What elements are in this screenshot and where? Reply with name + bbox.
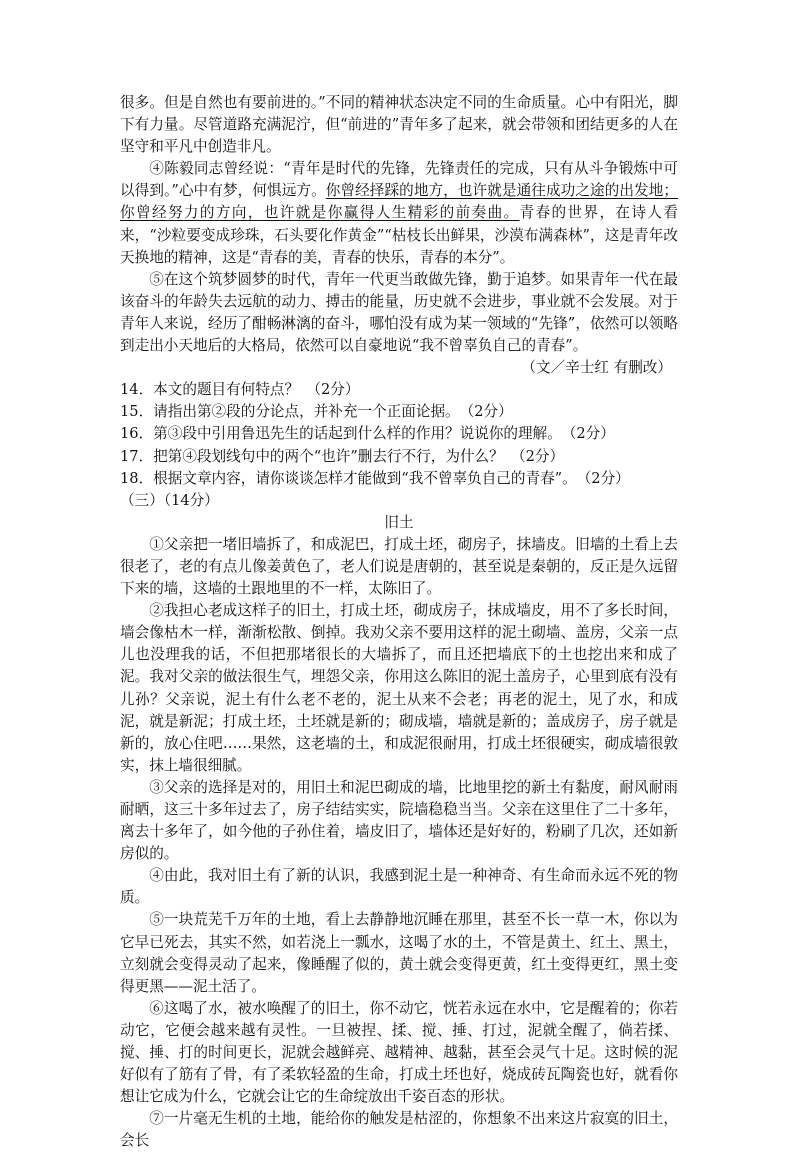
paragraph-7: ⑦一片毫无生机的土地，能给你的触发是枯涩的，你想象不出来这片寂寞的旧土，会长 <box>120 1110 678 1150</box>
question-15: 15．请指出第②段的分论点，并补充一个正面论据。 （2分） <box>120 403 513 421</box>
paragraph-4-text: ④陈毅同志曾经说：“青年是时代的先锋，先锋责任的完成，只有从斗争锻炼中可以得到。”心中有梦，何惧远方。 <box>120 160 678 200</box>
paragraph-4 <box>120 158 678 268</box>
paragraph-4-rest: 青春的世界，在诗人看来，“沙粒要变成珍珠，石头要化作黄金”“枯枝长出鲜果，沙漠布满森林”，这是青年改天换地的精神，这是“青春的美，青春的快乐，青春的本分”。 <box>120 204 678 266</box>
paragraph-2: ②我担心老成这样子的旧土，打成土坯，砌成房子，抹成墙皮，用不了多长时间，墙会像枯木一样，渐渐松散、倒掉。我劝父亲不要用这样的泥土砌墙、盖房，父亲一点儿也没理我的话，不但把那堵很长的大墙拆了，而且还把墙底下的土也挖出来和成了泥。我对父亲的做法很生气，埋怨父亲，你用这么陈旧的泥土盖房子，心里到底有没有儿孙？父亲说，泥土有什么老不老的，泥土从来不会老；再老的泥土，见了水，和成泥，就是新泥；打成土坯，土坯就是新的；砌成墙，墙就是新的；盖成房子，房子就是新的，放心住吧……果然，这老墙的土，和成泥很耐用，打成土坯很硬实，砌成墙很敦实，抹上墙很细腻。 <box>120 602 678 774</box>
question-17: 17．把第④段划线句中的两个“也许”删去行不行，为什么？ （2分） <box>120 447 565 465</box>
paragraph-continued: 很多。但是自然也有要前进的。”不同的精神状态决定不同的生命质量。心中有阳光，脚下有力量。尽管道路充满泥泞，但“前进的”青年多了起来，就会带领和团结更多的人在坚守和平凡中创造非凡。 <box>120 94 678 156</box>
passage-title: 旧土 <box>384 513 414 531</box>
paragraph-4b: ④由此，我对旧土有了新的认识，我感到泥土是一种神奇、有生命而永远不死的物质。 <box>120 867 678 907</box>
paragraph-6: ⑥这喝了水，被水唤醒了的旧土，你不动它，恍若永远在水中，它是醒着的；你若动它，它便会越来越有灵性。一旦被捏、揉、搅、捶、打过，泥就全醒了，倘若揉、搅、捶、打的时间更长，泥就会越鲜亮、越精神、越黏，甚至会灵气十足。这时候的泥好似有了筋有了骨，有了柔软轻盈的生命，打成土坯也好，烧成砖瓦陶瓷也好，就看你想让它成为什么，它就会让它的生命绽放出千姿百态的形状。 <box>120 999 678 1106</box>
section-heading: （三）（14分） <box>120 491 219 509</box>
paragraph-1: ①父亲把一堵旧墙拆了，和成泥巴，打成土坯，砌房子，抹墙皮。旧墙的土看上去很老了，老的有点儿像姜黄色了，老人们说是唐朝的，甚至说是秦朝的，反正是久远留下来的墙，这墙的土跟地里的不一样，太陈旧了。 <box>120 535 678 598</box>
paragraph-5: ⑤在这个筑梦圆梦的时代，青年一代更当敢做先锋，勤于追梦。如果青年一代在最该奋斗的年龄失去远航的动力、搏击的能量，历史就不会进步，事业就不会发展。对于青年人来说，经历了酣畅淋漓的奋斗，哪怕没有成为某一领域的“先锋”，依然可以领略到走出小天地后的大格局，依然可以自豪地说“我不曾辜负自己的青春”。 <box>120 270 678 355</box>
question-18: 18．根据文章内容，请你谈谈怎样才能做到“我不曾辜负自己的青春”。 （2分） <box>120 469 630 487</box>
question-14: 14．本文的题目有何特点？ （2分） <box>120 381 360 399</box>
question-16: 16．第③段中引用鲁迅先生的话起到什么样的作用？说说你的理解。 （2分） <box>120 425 615 443</box>
paragraph-5b: ⑤一块荒芜千万年的土地，看上去静静地沉睡在那里，甚至不长一草一木，你以为它早已死去，其实不然，如若浇上一瓢水，这喝了水的土，不管是黄土、红土、黑土，立刻就会变得灵动了起来，像睡醒了似的，黄土就会变得更黄，红土变得更红，黑土变得更黑——泥土活了。 <box>120 911 678 995</box>
exam-page <box>120 92 678 1153</box>
source-note: （文／辛士红 有删改） <box>521 359 672 377</box>
paragraph-3: ③父亲的选择是对的，用旧土和泥巴砌成的墙，比地里挖的新土有黏度，耐风耐雨耐晒，这三十多年过去了，房子结结实实，院墙稳稳当当。父亲在这里住了二十多年，离去十多年了，如今他的子孙住着，墙皮旧了，墙体还是好好的，粉刷了几次，还如新房似的。 <box>120 778 678 863</box>
underlined-sentence: 你曾经择踩的地方，也许就是通往成功之途的出发地；你曾经努力的方向，也许就是你赢得人生精彩的前奏曲。 <box>120 182 678 222</box>
